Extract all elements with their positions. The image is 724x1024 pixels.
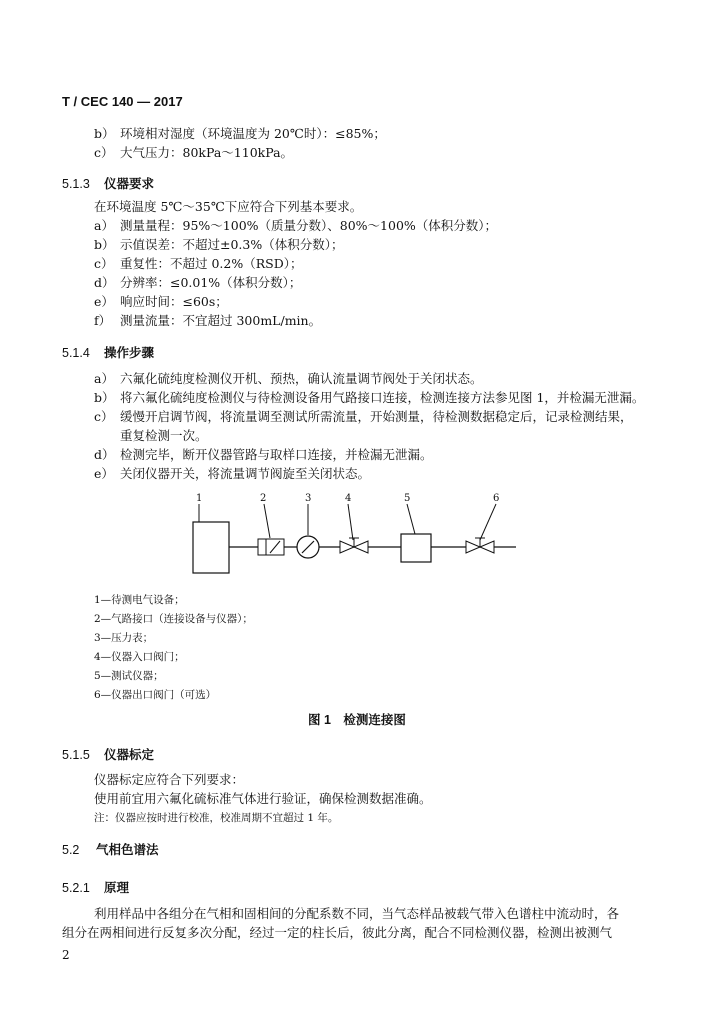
paragraph: 使用前宜用六氟化硫标准气体进行验证，确保检测数据准确。 xyxy=(94,791,432,806)
list-item-label: b） xyxy=(94,126,115,141)
legend-item: 2—气路接口（连接设备与仪器）； xyxy=(94,613,253,625)
section-title: 仪器标定 xyxy=(104,748,155,762)
paragraph: 在环境温度 5℃～35℃下应符合下列基本要求。 xyxy=(94,199,363,214)
outlet-valve-left xyxy=(466,541,480,553)
section-heading xyxy=(62,343,154,361)
label-6: 6 xyxy=(493,493,500,504)
list-item-text: 关闭仪器开关，将流量调节阀旋至关闭状态。 xyxy=(120,466,371,481)
section-title: 操作步骤 xyxy=(104,346,155,360)
paragraph-line: 利用样品中各组分在气相和固相间的分配系数不同，当气态样品被载气带入色谱柱中流动时，各 xyxy=(94,906,620,921)
list-item xyxy=(94,292,228,311)
list-item-text: 测量量程：95%～100%（质量分数）、80%～100%（体积分数）； xyxy=(120,218,498,233)
leader-4 xyxy=(348,504,353,540)
list-item xyxy=(94,369,483,388)
list-item-label: e） xyxy=(94,294,114,309)
list-item-label: f） xyxy=(94,313,112,328)
label-1: 1 xyxy=(196,493,203,504)
section-number: 5.2.1 xyxy=(62,881,90,895)
list-item xyxy=(94,407,633,426)
list-item-text: 重复检测一次。 xyxy=(120,428,208,443)
legend-item: 5—测试仪器； xyxy=(94,670,164,682)
list-item-label: e） xyxy=(94,466,114,481)
list-item-label: c） xyxy=(94,145,114,160)
inlet-valve-right xyxy=(354,541,368,553)
list-item xyxy=(94,235,343,254)
legend-item: 3—压力表； xyxy=(94,632,154,644)
list-item-text: 六氟化硫纯度检测仪开机、预热，确认流量调节阀处于关闭状态。 xyxy=(120,371,483,386)
list-item xyxy=(94,254,302,273)
section-title: 仪器要求 xyxy=(104,177,155,191)
list-item-text: 重复性：不超过 0.2%（RSD）； xyxy=(120,256,303,271)
list-item-label: d） xyxy=(94,275,115,290)
list-item-text: 示值误差：不超过±0.3%（体积分数）； xyxy=(120,237,344,252)
label-5: 5 xyxy=(404,493,411,504)
inlet-valve-left xyxy=(340,541,354,553)
list-item xyxy=(94,311,321,330)
section-number: 5.1.3 xyxy=(62,177,90,191)
list-item xyxy=(94,445,433,464)
label-2: 2 xyxy=(260,493,267,504)
section-number: 5.1.4 xyxy=(62,346,90,360)
list-item xyxy=(94,426,208,445)
outlet-valve-right xyxy=(480,541,494,553)
list-item-text: 测量流量：不宜超过 300mL/min。 xyxy=(120,313,322,328)
note: 注：仪器应按时进行校准，校准周期不宜超过 1 年。 xyxy=(94,812,339,824)
paragraph-line: 组分在两相间进行反复多次分配，经过一定的柱长后，彼此分离，配合不同检测仪器，检测出被测气 xyxy=(62,925,613,940)
list-item-text: 大气压力：80kPa～110kPa。 xyxy=(120,145,294,160)
leader-5 xyxy=(407,504,415,534)
list-item xyxy=(94,143,293,162)
connector-cap xyxy=(258,539,266,555)
list-item-label: a） xyxy=(94,371,114,386)
list-item-text: 缓慢开启调节阀，将流量调至测试所需流量，开始测量，待检测数据稳定后，记录检测结果， xyxy=(120,409,633,424)
list-item xyxy=(94,273,301,292)
section-heading xyxy=(62,174,154,192)
section-title: 气相色谱法 xyxy=(96,843,159,857)
connection-diagram xyxy=(0,485,724,585)
list-item-label: c） xyxy=(94,409,114,424)
document-header: T / CEC 140 — 2017 xyxy=(62,94,183,109)
list-item-label: d） xyxy=(94,447,115,462)
label-4: 4 xyxy=(345,493,352,504)
page-number: 2 xyxy=(62,948,70,962)
leader-2 xyxy=(264,504,270,538)
label-3: 3 xyxy=(305,493,312,504)
section-heading xyxy=(62,878,129,896)
list-item-label: b） xyxy=(94,390,115,405)
list-item-text: 环境相对湿度（环境温度为 20℃时）：≤85%； xyxy=(120,126,386,141)
list-item-text: 响应时间：≤60s； xyxy=(120,294,228,309)
section-number: 5.1.5 xyxy=(62,748,90,762)
list-item xyxy=(94,388,644,407)
section-number: 5.2 xyxy=(62,843,80,857)
section-heading xyxy=(62,840,159,858)
legend-item: 6—仪器出口阀门（可选） xyxy=(94,689,217,701)
list-item-text: 分辨率：≤0.01%（体积分数）； xyxy=(120,275,302,290)
list-item-text: 检测完毕，断开仪器管路与取样口连接，并检漏无泄漏。 xyxy=(120,447,433,462)
leader-6 xyxy=(480,504,496,540)
list-item-label: c） xyxy=(94,256,114,271)
test-instrument-box xyxy=(401,534,431,562)
section-heading xyxy=(62,745,154,763)
legend-item: 4—仪器入口阀门； xyxy=(94,651,185,663)
equipment-box xyxy=(193,522,229,573)
section-title: 原理 xyxy=(104,881,130,895)
list-item-label: a） xyxy=(94,218,114,233)
list-item-label: b） xyxy=(94,237,115,252)
list-item xyxy=(94,216,497,235)
legend-item: 1—待测电气设备； xyxy=(94,594,185,606)
paragraph: 仪器标定应符合下列要求： xyxy=(94,772,245,787)
list-item xyxy=(94,124,386,143)
list-item xyxy=(94,464,370,483)
list-item-text: 将六氟化硫纯度检测仪与待检测设备用气路接口连接，检测连接方法参见图 1，并检漏无泄漏。 xyxy=(120,390,645,405)
figure-caption: 图 1 检测连接图 xyxy=(308,713,406,727)
